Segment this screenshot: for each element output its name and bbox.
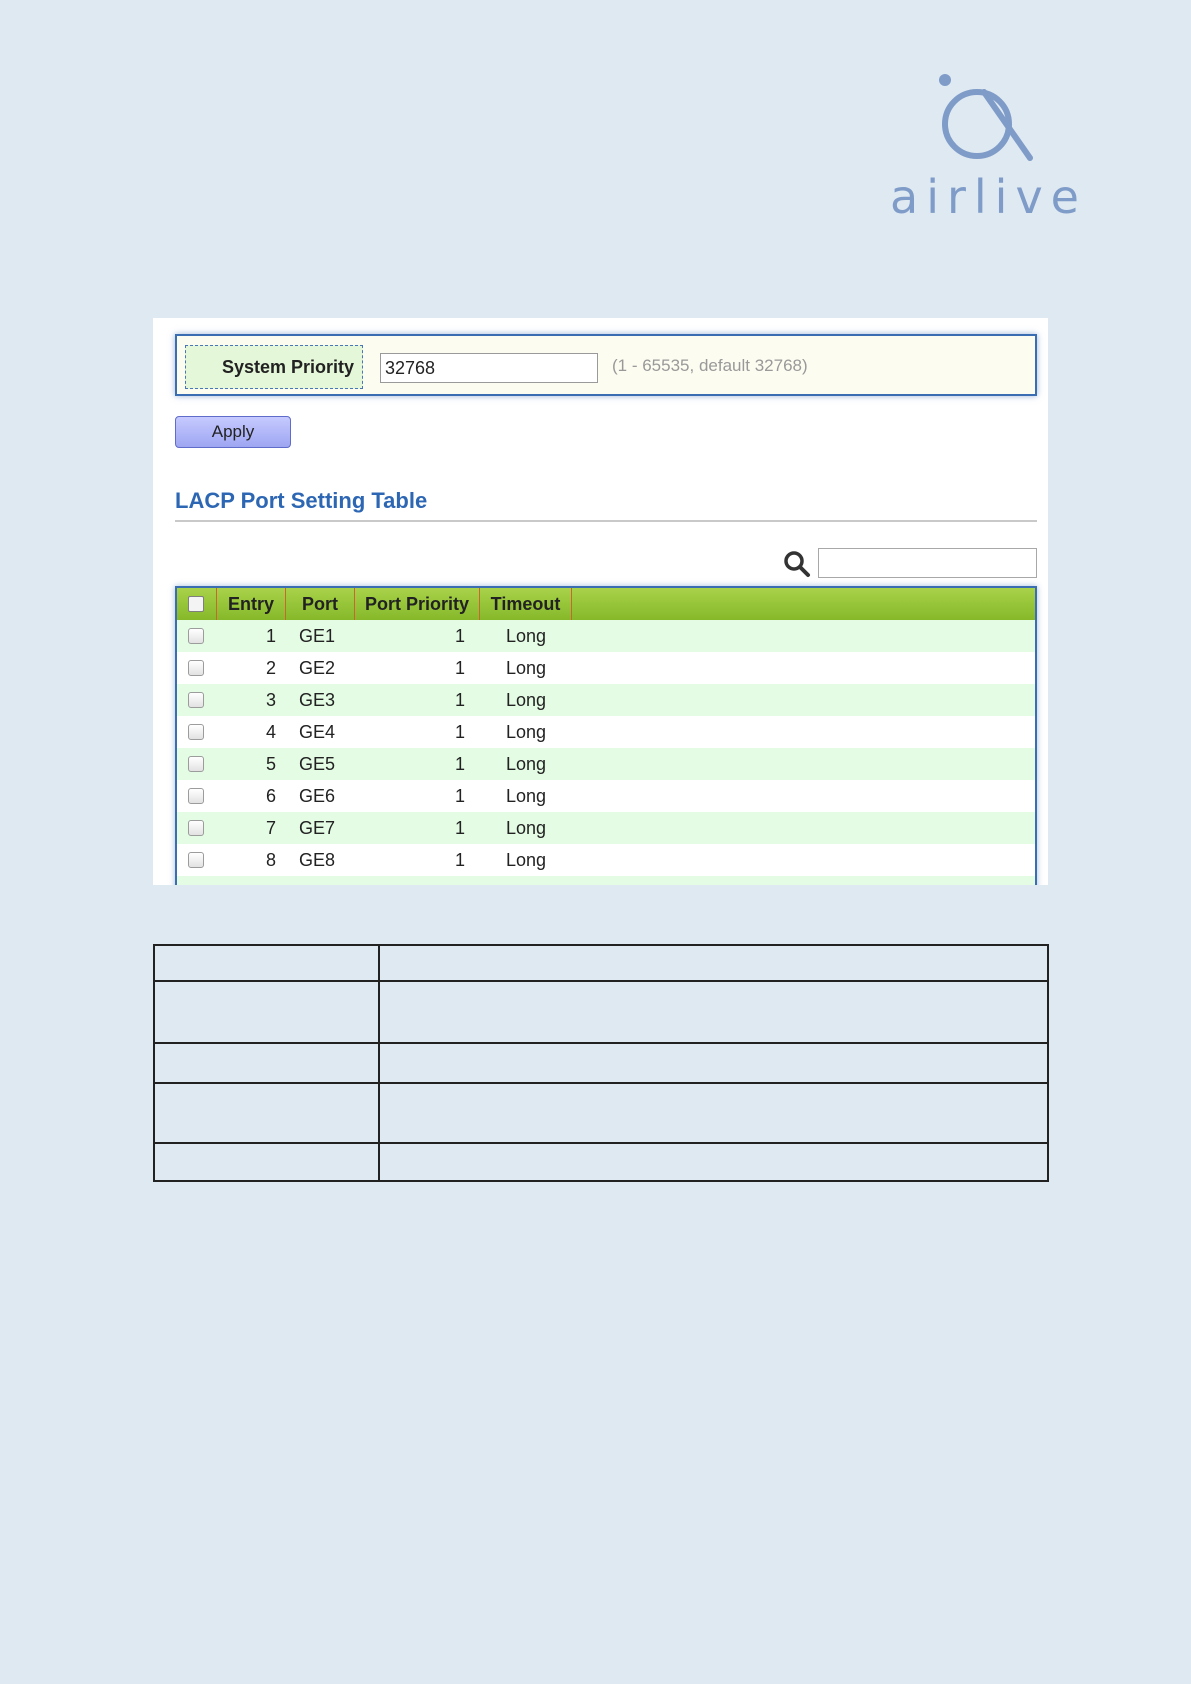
table-cell — [154, 1083, 379, 1143]
timeout-cell: Long — [505, 722, 547, 742]
timeout-cell: Long — [505, 658, 547, 678]
port-cell: GE5 — [299, 754, 336, 774]
table-row[interactable] — [177, 780, 1035, 812]
entry-cell: 5 — [265, 754, 276, 774]
system-priority-hint: (1 - 65535, default 32768) — [612, 356, 808, 375]
column-header-entry[interactable]: Entry — [217, 588, 286, 620]
description-table — [153, 944, 1049, 1182]
table-cell — [379, 1143, 1048, 1181]
port-priority-cell: 1 — [454, 658, 465, 678]
row-checkbox[interactable] — [188, 660, 204, 676]
port-cell: GE7 — [299, 818, 336, 838]
system-priority-label: System Priority — [185, 345, 363, 389]
search-input[interactable] — [818, 548, 1037, 578]
table-header — [177, 588, 1035, 621]
port-cell: GE2 — [299, 658, 336, 678]
table-cell — [379, 1043, 1048, 1083]
table-title: LACP Port Setting Table — [175, 488, 428, 513]
entry-cell: 1 — [265, 626, 276, 646]
lacp-settings-screenshot — [153, 318, 1048, 885]
table-row[interactable] — [177, 684, 1035, 716]
table-cell — [379, 1083, 1048, 1143]
port-priority-cell: 1 — [454, 818, 465, 838]
table-cell — [379, 945, 1048, 981]
table-cell — [154, 1043, 379, 1083]
apply-button[interactable]: Apply — [175, 416, 291, 448]
timeout-cell: Long — [505, 626, 547, 646]
lacp-port-table — [175, 586, 1037, 885]
select-all-header — [177, 588, 217, 620]
row-checkbox[interactable] — [188, 756, 204, 772]
system-priority-input[interactable]: 32768 — [380, 353, 598, 383]
timeout-cell: Long — [505, 754, 547, 774]
port-priority-cell: 1 — [454, 786, 465, 806]
table-row[interactable] — [177, 716, 1035, 748]
column-header-port-priority[interactable]: Port Priority — [355, 588, 480, 620]
timeout-cell: Long — [505, 850, 547, 870]
port-cell: GE1 — [299, 626, 336, 646]
timeout-cell: Long — [505, 818, 547, 838]
row-checkbox[interactable] — [188, 724, 204, 740]
row-checkbox[interactable] — [188, 820, 204, 836]
table-cell — [154, 981, 379, 1043]
airlive-logo — [890, 66, 1087, 226]
entry-cell: 8 — [265, 850, 276, 870]
row-checkbox[interactable] — [188, 852, 204, 868]
port-cell: GE6 — [299, 786, 336, 806]
column-header-timeout[interactable]: Timeout — [480, 588, 572, 620]
table-cell — [154, 945, 379, 981]
entry-cell: 2 — [265, 658, 276, 678]
row-checkbox[interactable] — [188, 788, 204, 804]
table-row[interactable] — [177, 620, 1035, 652]
timeout-cell: Long — [505, 786, 547, 806]
entry-cell: 6 — [265, 786, 276, 806]
row-checkbox[interactable] — [188, 692, 204, 708]
table-row[interactable] — [177, 812, 1035, 844]
title-divider — [175, 520, 1037, 522]
port-priority-cell: 1 — [454, 850, 465, 870]
table-cell — [154, 1143, 379, 1181]
table-row[interactable] — [177, 748, 1035, 780]
table-cell — [379, 981, 1048, 1043]
timeout-cell: Long — [505, 690, 547, 710]
port-priority-cell: 1 — [454, 626, 465, 646]
airlive-logo-mark — [890, 66, 1080, 170]
port-cell: GE8 — [299, 850, 336, 870]
table-row[interactable] — [177, 844, 1035, 876]
table-row[interactable] — [177, 652, 1035, 684]
column-header-port[interactable]: Port — [286, 588, 355, 620]
search-icon[interactable] — [783, 550, 811, 578]
entry-cell: 4 — [265, 722, 276, 742]
entry-cell: 7 — [265, 818, 276, 838]
port-priority-cell: 1 — [454, 754, 465, 774]
entry-cell: 3 — [265, 690, 276, 710]
brand-name: airlive — [890, 170, 1087, 224]
select-all-checkbox[interactable] — [188, 596, 204, 612]
table-row-partial — [177, 876, 1035, 885]
port-priority-cell: 1 — [454, 690, 465, 710]
system-priority-panel — [175, 334, 1037, 396]
row-checkbox[interactable] — [188, 628, 204, 644]
port-priority-cell: 1 — [454, 722, 465, 742]
port-cell: GE3 — [299, 690, 336, 710]
port-cell: GE4 — [299, 722, 336, 742]
